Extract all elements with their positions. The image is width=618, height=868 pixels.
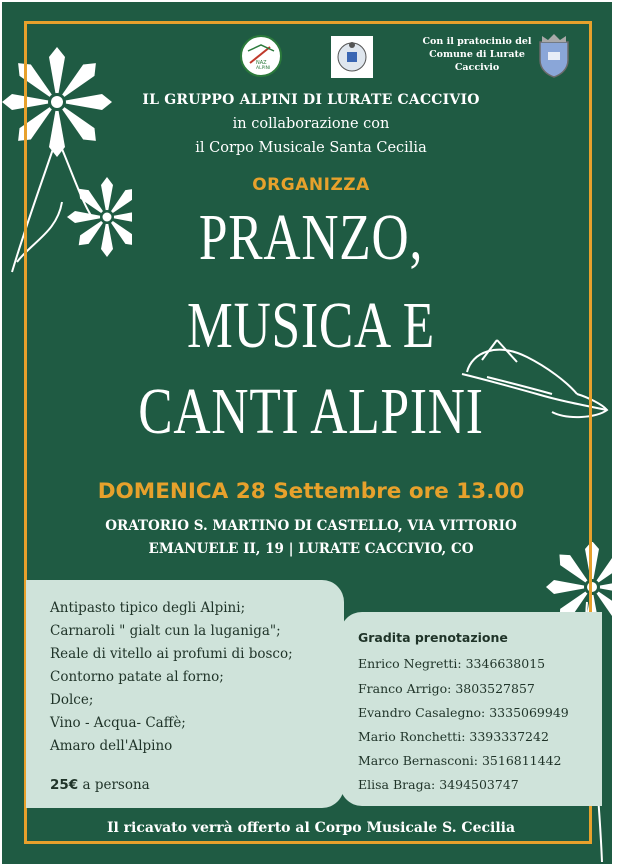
title-line2: MUSICA E (187, 289, 435, 362)
price-suffix: a persona (78, 777, 150, 793)
booking-contact: Enrico Negretti: 3346638015 (358, 656, 546, 671)
menu-item: Antipasto tipico degli Alpini; (50, 600, 246, 616)
patronage-line2: Comune di Lurate (429, 49, 525, 60)
partner-name: il Corpo Musicale Santa Cecilia (195, 140, 427, 156)
booking-contact: Franco Arrigo: 3803527857 (358, 681, 535, 696)
price-line (50, 777, 150, 793)
title-line1: PRANZO, (198, 201, 424, 274)
menu-item: Contorno patate al forno; (50, 669, 224, 685)
band-crest-icon (331, 36, 373, 78)
organizza-label: ORGANIZZA (252, 175, 370, 195)
ana-logo-subtext: ALPINI (256, 66, 271, 71)
event-address-line1: ORATORIO S. MARTINO DI CASTELLO, VIA VITTORIO (105, 518, 517, 534)
booking-contact: Elisa Braga: 3494503747 (358, 777, 519, 792)
price-value: 25€ (50, 777, 79, 793)
booking-title: Gradita prenotazione (358, 630, 508, 645)
menu-item: Reale di vitello ai profumi di bosco; (50, 646, 293, 662)
poster (2, 2, 612, 864)
footer-note: Il ricavato verrà offerto al Corpo Musicale S. Cecilia (106, 820, 516, 836)
ana-logo-text: NAZ (256, 60, 267, 66)
menu-item: Carnaroli " gialt cun la luganiga"; (50, 623, 281, 639)
menu-item: Vino - Acqua- Caffè; (50, 715, 186, 731)
booking-contact: Mario Ronchetti: 3393337242 (358, 729, 549, 744)
booking-contact: Marco Bernasconi: 3516811442 (358, 753, 562, 768)
menu-item: Dolce; (50, 692, 94, 708)
patronage-line1: Con il pratocinio del (422, 36, 532, 47)
menu-item: Amaro dell'Alpino (50, 738, 173, 754)
event-address-line2: EMANUELE II, 19 | LURATE CACCIVIO, CO (148, 541, 474, 557)
patronage-text (422, 35, 532, 74)
booking-contact: Evandro Casalegno: 3335069949 (358, 705, 569, 720)
corpo-musicale-logo (331, 36, 373, 78)
title-line3: CANTI ALPINI (138, 375, 484, 448)
collaboration-text: in collaborazione con (232, 116, 390, 132)
organizer-heading: IL GRUPPO ALPINI DI LURATE CACCIVIO (142, 92, 480, 108)
patronage-line3: Caccivio (454, 62, 500, 73)
lurate-caccivio-crest-icon (534, 32, 574, 78)
event-date: DOMENICA 28 Settembre ore 13.00 (97, 479, 525, 504)
ana-logo (240, 35, 282, 77)
